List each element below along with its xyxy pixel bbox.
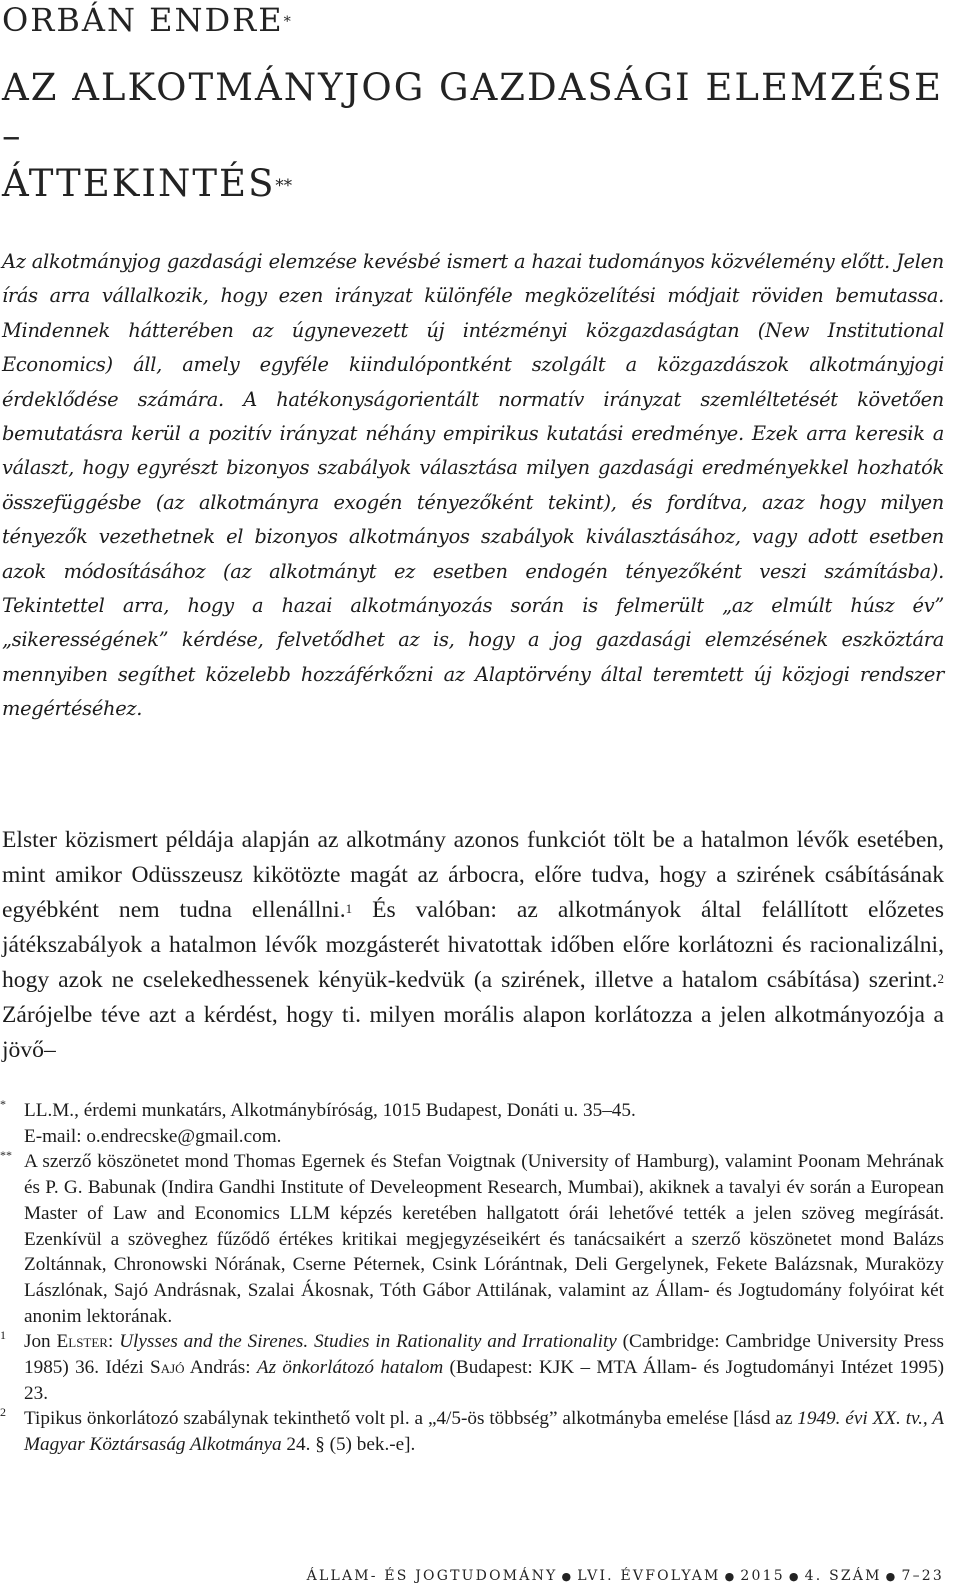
footnote-text <box>24 1406 944 1457</box>
year: 2015 <box>740 1568 785 1584</box>
separator-dot: ● <box>724 1570 737 1583</box>
footnote-mark: 1 <box>0 1328 6 1343</box>
body-text-part-1: Elster közismert példája alapján az alkotmány azonos funkciót tölt be a hatalmon lévők esetében, mint amikor Odüsszeusz kikötözte magát az árbocra, előre tudva, hogy a szirének csábításának egyébként nem tudna ellenállni. <box>2 827 944 923</box>
footnote-text: LL.M., érdemi munkatárs, Alkotmánybíróság, 1015 Budapest, Donáti u. 35–45. <box>24 1100 636 1121</box>
footnote-mark: ** <box>0 1148 12 1163</box>
title-line-2: ÁTTEKINTÉS <box>2 162 276 205</box>
book-title: Ulysses and the Sirenes. Studies in Rationality and Irrationality <box>119 1331 617 1353</box>
separator-dot: ● <box>561 1570 574 1583</box>
title-footnote-mark[interactable]: ** <box>275 176 293 195</box>
volume: LVI. ÉVFOLYAM <box>577 1568 721 1584</box>
footnote-2 <box>0 1406 944 1457</box>
page-range: 7–23 <box>901 1568 944 1584</box>
footnote-mark: 2 <box>0 1405 6 1420</box>
body-paragraph <box>2 823 944 1068</box>
author-surname: Sajó <box>150 1357 185 1379</box>
running-footer <box>0 1568 944 1584</box>
fn-text: Tipikus önkorlátozó szabálynak tekinthető volt pl. a „4/5-ös többség” alkotmányba emelése [lásd az <box>24 1408 798 1430</box>
footnotes <box>0 1098 944 1458</box>
law-title: 1949. évi XX. tv., A Magyar Köztársaság Alkotmánya <box>24 1408 944 1456</box>
footnote-acknowledgement <box>0 1149 944 1329</box>
footnote-email[interactable]: E-mail: o.endrecske@gmail.com. <box>24 1125 282 1147</box>
footnote-text: A szerző köszönetet mond Thomas Egernek és Stefan Voigtnak (University of Hamburg), valamint Poonam Mehrának és P. G. Babunak (Indira Gandhi Institute of Develeopment Research, Mumbai), akiknek a tavalyi év során a European Master of Law and Economics LLM képzés keretében hallgatott órái lehetővé tették a jelen szöveg megírását. Ezenkívül a szöveghez fűződő értékes kritikai megjegyzéseikért és tanácsaikért a szerző köszönetet mond Balázs Zoltánnak, Chronowski Nórának, Cserne Péternek, Csink Lórántnak, Deli Gergelynek, Fekete Balázsnak, Muraközy Lászlónak, Sajó Andrásnak, Szalai Ákosnak, Tóth Gábor Attilának, valamint az Állam- és Jogtudomány folyóirat két anonim lektorának. <box>24 1151 944 1327</box>
footnote-ref-1[interactable]: 1 <box>345 901 353 916</box>
title-line-1: AZ ALKOTMÁNYJOG GAZDASÁGI ELEMZÉSE – <box>2 66 943 157</box>
footnote-ref-2[interactable]: 2 <box>937 971 944 986</box>
footnote-1 <box>0 1329 944 1406</box>
issue-number: 4. SZÁM <box>804 1568 882 1584</box>
separator-dot: ● <box>788 1570 801 1583</box>
author-name-text: ORBÁN ENDRE <box>2 1 284 39</box>
journal-name: ÁLLAM- ÉS JOGTUDOMÁNY <box>306 1568 558 1584</box>
fn-text: (Budapest: KJK – MTA Állam- és Jogtudományi Intézet 1995) 23. <box>24 1357 944 1404</box>
article-title <box>2 64 952 208</box>
fn-text: (Cambridge: Cambridge University Press 1985) 36. Idézi <box>24 1331 945 1379</box>
separator-dot: ● <box>885 1570 898 1583</box>
author-surname: Elster <box>56 1331 108 1353</box>
footnote-author <box>0 1098 944 1149</box>
fn-text: Jon <box>24 1331 57 1353</box>
fn-text: András: <box>184 1357 257 1379</box>
author-footnote-mark[interactable]: * <box>283 14 291 30</box>
body-text-part-3: Zárójelbe téve azt a kérdést, hogy ti. milyen morális alapon korlátozza a jelen alkotmányozója a jövő– <box>2 1002 944 1063</box>
fn-text: 24. § (5) bek.-e]. <box>281 1434 416 1456</box>
fn-text: : <box>107 1331 120 1353</box>
body-text-part-2: És valóban: az alkotmányok által felállított előzetes játékszabályok a hatalmon lévők mozgásterét hivatottak időben előre korlátozni és racionalizálni, hogy azok ne cselekedhessenek kényük-kedvük (a szirének, illetve a hatalom csábítása) szerint. <box>2 897 945 993</box>
book-title: Az önkorlátozó hatalom <box>256 1357 444 1379</box>
abstract: Az alkotmányjog gazdasági elemzése kevésbé ismert a hazai tudományos közvélemény előtt. Jelen írás arra vállalkozik, hogy ezen irányzat különféle megközelítési módjait röviden bemutassa. Mindennek hátterében az úgynevezett új intézményi közgazdaságtan (New Institutional Economics) áll, amely egyféle kiindulópontként szolgált a közgazdászok alkotmányjogi érdeklődése számára. A hatékonyságorientált normatív irányzat szemléltetését követően bemutatásra kerül a pozitív irányzat néhány empirikus kutatási eredménye. Ezek arra keresik a választ, hogy egyrészt bizonyos szabályok választása milyen gazdasági eredményekkel hozhatók összefüggésbe (az alkotmányra exogén tényezőként tekint), és fordítva, azaz hogy milyen tényezők vezethetnek el bizonyos alkotmányos szabályok kiválasztásához, vagy adott esetben azok módosításához (az alkotmányt ez esetben endogén tényezőként veszi számításba). Tekintettel arra, hogy a hazai alkotmányozás során is felmerült „az elmúlt húsz év” „sikerességének” kérdése, felvetődhet az is, hogy a jog gazdasági elemzésének eszköztára mennyiben segíthet közelebb hozzáférkőzni az Alaptörvény által teremtett új közjogi rendszer megértéséhez. <box>2 250 944 721</box>
footnote-text <box>24 1329 944 1406</box>
author-name <box>2 2 291 38</box>
footnote-mark: * <box>0 1097 6 1111</box>
